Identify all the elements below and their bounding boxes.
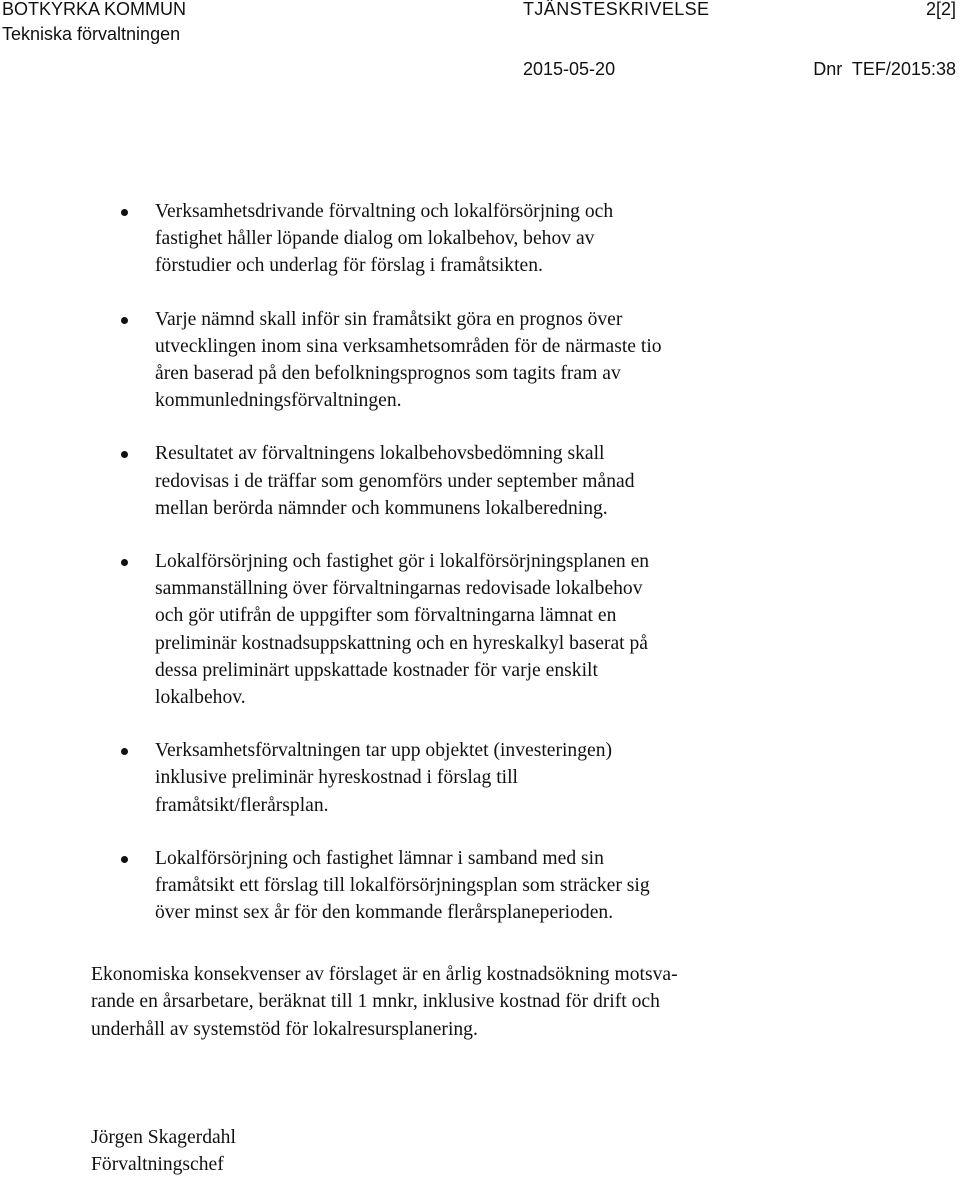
- bullet-item: [0, 548, 765, 711]
- bullet-line: Verksamhetsdrivande förvaltning och lokalförsörjning och: [155, 201, 614, 222]
- bullet-line: över minst sex år för den kommande flerårsplaneperioden.: [155, 902, 614, 924]
- bullet-item: [0, 845, 765, 927]
- bullet-list: [0, 198, 960, 926]
- page-number: 2[2]: [925, 0, 956, 19]
- bullet-line: fastighet håller löpande dialog om lokalbehov, behov av: [155, 228, 595, 250]
- signature-block: [91, 1124, 236, 1178]
- bullet-line: utvecklingen inom sina verksamhetsområden för de närmaste tio: [155, 335, 662, 357]
- bullet-dot-icon: [121, 317, 128, 324]
- document-header-left: [2, 0, 186, 47]
- bullet-line: Lokalförsörjning och fastighet lämnar i samband med sin: [155, 847, 604, 869]
- bullet-dot-icon: [121, 856, 128, 863]
- bullet-line: kommunledningsförvaltningen.: [155, 390, 402, 412]
- bullet-line: förstudier och underlag för förslag i framåtsikten.: [155, 255, 543, 277]
- signatory-name: Jörgen Skagerdahl: [91, 1127, 236, 1148]
- organization-name: BOTKYRKA KOMMUN: [2, 0, 187, 19]
- bullet-item: [0, 198, 765, 280]
- bullet-item: [0, 737, 765, 819]
- bullet-line: inklusive preliminär hyreskostnad i förslag till: [155, 767, 518, 789]
- bullet-line: redovisas i de träffar som genomförs under september månad: [155, 470, 635, 492]
- bullet-item: [0, 306, 765, 415]
- bullet-item: [0, 440, 765, 522]
- bullet-dot-icon: [121, 209, 128, 216]
- document-type: TJÄNSTESKRIVELSE: [523, 0, 710, 19]
- bullet-dot-icon: [121, 451, 128, 458]
- bullet-dot-icon: [121, 559, 128, 566]
- bullet-line: och gör utifrån de uppgifter som förvaltningarna lämnat en: [155, 605, 617, 627]
- bullet-line: Resultatet av förvaltningens lokalbehovsbedömning skall: [155, 443, 605, 465]
- economic-consequences-paragraph: [91, 961, 678, 1043]
- bullet-line: sammanställning över förvaltningarnas redovisade lokalbehov: [155, 578, 643, 600]
- bullet-line: åren baserad på den befolkningsprognos som tagits fram av: [155, 363, 621, 385]
- department-name: Tekniska förvaltningen: [2, 24, 181, 44]
- bullet-line: mellan berörda nämnder och kommunens lokalberedning.: [155, 497, 608, 519]
- paragraph-line: rande en årsarbetare, beräknat till 1 mnkr, inklusive kostnad för drift och: [91, 991, 660, 1013]
- reference-number: Dnr TEF/2015:38: [813, 59, 956, 79]
- bullet-line: Lokalförsörjning och fastighet gör i lokalförsörjningsplanen en: [155, 551, 650, 573]
- bullet-line: dessa preliminärt uppskattade kostnader för varje enskilt: [155, 659, 598, 681]
- signatory-title: Förvaltningschef: [91, 1154, 224, 1175]
- bullet-line: preliminär kostnadsuppskattning och en hyreskalkyl baserat på: [155, 632, 648, 654]
- paragraph-line: underhåll av systemstöd för lokalresursplanering.: [91, 1018, 478, 1040]
- document-date: 2015-05-20: [523, 59, 616, 79]
- bullet-line: framåtsikt/flerårsplan.: [155, 794, 329, 816]
- paragraph-line: Ekonomiska konsekvenser av förslaget är en årlig kostnadsökning motsva-: [91, 964, 678, 985]
- bullet-line: Varje nämnd skall inför sin framåtsikt göra en prognos över: [155, 308, 623, 330]
- bullet-dot-icon: [121, 748, 128, 755]
- bullet-line: Verksamhetsförvaltningen tar upp objektet (investeringen): [155, 740, 613, 762]
- bullet-line: lokalbehov.: [155, 687, 246, 709]
- bullet-line: framåtsikt ett förslag till lokalförsörjningsplan som sträcker sig: [155, 875, 650, 897]
